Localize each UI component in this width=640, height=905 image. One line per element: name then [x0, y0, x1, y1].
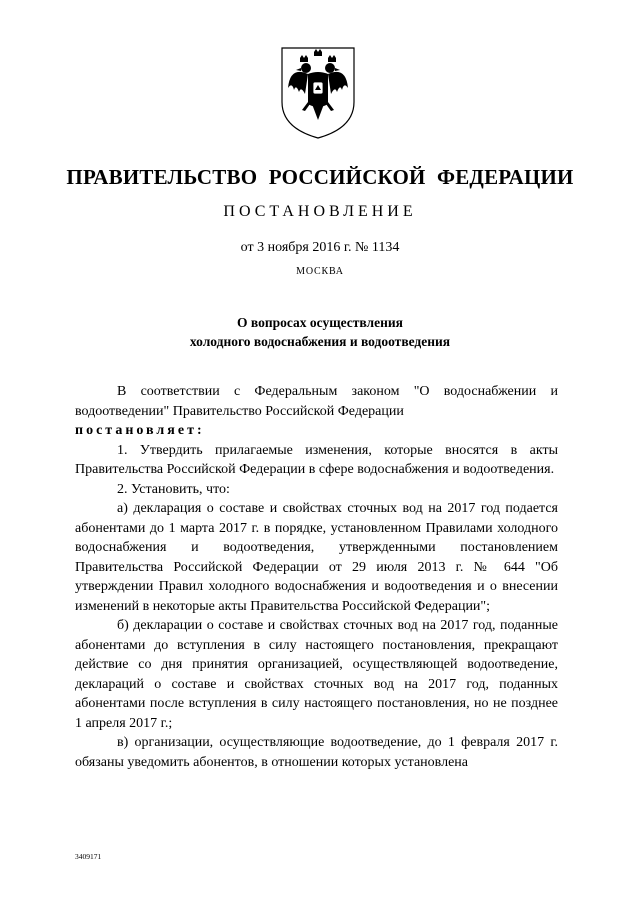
- government-title: ПРАВИТЕЛЬСТВО РОССИЙСКОЙ ФЕДЕРАЦИИ: [66, 165, 574, 189]
- paragraph-2c: в) организации, осуществляющие водоотведение, до 1 февраля 2017 г. обязаны уведомить абонентов, в отношении которых установлена: [75, 735, 558, 770]
- subject-line-2: холодного водоснабжения и водоотведения: [189, 334, 451, 349]
- paragraph-2b: б) декларации о составе и свойствах сточных вод на 2017 год, поданные абонентами до вступления в силу настоящего постановления, прекращают действие со дня принятия организацией, осуществляющей водоотведение, деклараций о составе и свойствах сточных вод на 2017 год, поданных абонентами после вступления в силу настоящего постановления, но не позднее 1 апреля 2017 г.;: [75, 618, 558, 731]
- paragraph-1: 1. Утвердить прилагаемые изменения, которые вносятся в акты Правительства Российской Федерации в сфере водоснабжения и водоотведения.: [75, 442, 558, 477]
- intro-paragraph: В соответствии с Федеральным законом "О водоснабжении и водоотведении" Правительство Российской Федерации: [75, 384, 558, 419]
- resolves-text: постановляет:: [75, 423, 205, 438]
- document-type: ПОСТАНОВЛЕНИЕ: [223, 203, 417, 220]
- coat-of-arms-icon: [278, 44, 358, 140]
- paragraph-2: 2. Установить, что:: [117, 481, 230, 497]
- document-number: 3409171: [75, 852, 102, 861]
- subject-line-1: О вопросах осуществления: [237, 315, 403, 330]
- resolves-keyword: [75, 421, 558, 441]
- date-and-number: от 3 ноября 2016 г. № 1134: [240, 240, 400, 255]
- paragraph-2a: а) декларация о составе и свойствах сточных вод на 2017 год подается абонентами до 1 марта 2017 г. в порядке, установленном Правилами холодного водоснабжения и водоотведения, утвержденными постановлением Правительства Российской Федерации от 29 июля 2013 г. № 644 "Об утверждении Правил холодного водоснабжения и водоотведения и о внесении изменений в некоторые акты Правительства Российской Федерации";: [75, 501, 558, 614]
- city: МОСКВА: [296, 266, 344, 277]
- document-body: [75, 382, 558, 772]
- subject-heading: [0, 313, 640, 351]
